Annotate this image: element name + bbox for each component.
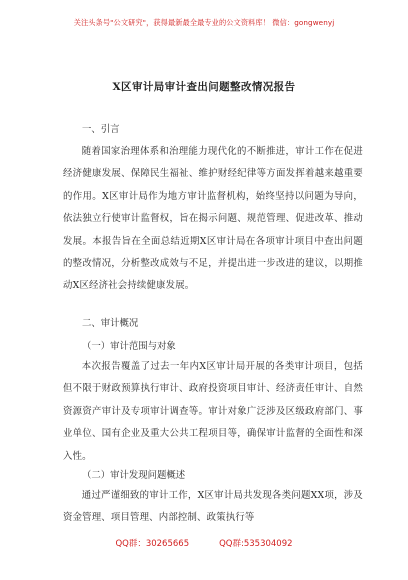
findings-paragraph: 通过严谨细致的审计工作，X区审计局共发现各类问题XX项，涉及资金管理、项目管理、内部控制、政策执行等: [63, 490, 363, 524]
scope-paragraph: 本次报告覆盖了过去一年内X区审计局开展的各类审计项目，包括但不限于财政预算执行审计、政府投资项目审计、经济责任审计、自然资源资产审计及专项审计调查等。审计对象广泛涉及区级政府部门、事业单位、国有企业及重大公共工程项目等，确保审计监督的全面性和深入性。: [63, 361, 363, 462]
footer-contact: [0, 537, 408, 549]
header-banner: 关注头条号"公文研究"，获得最新最全最专业的公文资料库！ 微信：gongwenyj: [73, 18, 335, 27]
section-heading-introduction: 一、引言: [82, 124, 120, 135]
footer-qq-group-1: QQ群：30265665: [115, 539, 190, 549]
introduction-paragraph: 随着国家治理体系和治理能力现代化的不断推进，审计工作在促进经济健康发展、保障民生福祉、维护财经纪律等方面发挥着越来越重要的作用。X区审计局作为地方审计监督机构，始终坚持以问题为导向，依法独立行使审计监督权，旨在揭示问题、规范管理、促进改革、推动发展。本报告旨在全面总结近期X区审计局在各项审计项目中查出问题的整改情况，分析整改成效与不足，并提出进一步改进的建议，以期推动X区经济社会持续健康发展。: [63, 146, 363, 292]
document-title: X区审计局审计查出问题整改情况报告: [112, 81, 296, 93]
footer-qq-group-2: QQ群:535304092: [219, 539, 293, 549]
subsection-heading-scope: （一）审计范围与对象: [82, 341, 176, 352]
subsection-heading-findings: （二）审计发现问题概述: [82, 470, 186, 481]
section-heading-audit-overview: 二、审计概况: [82, 318, 139, 329]
